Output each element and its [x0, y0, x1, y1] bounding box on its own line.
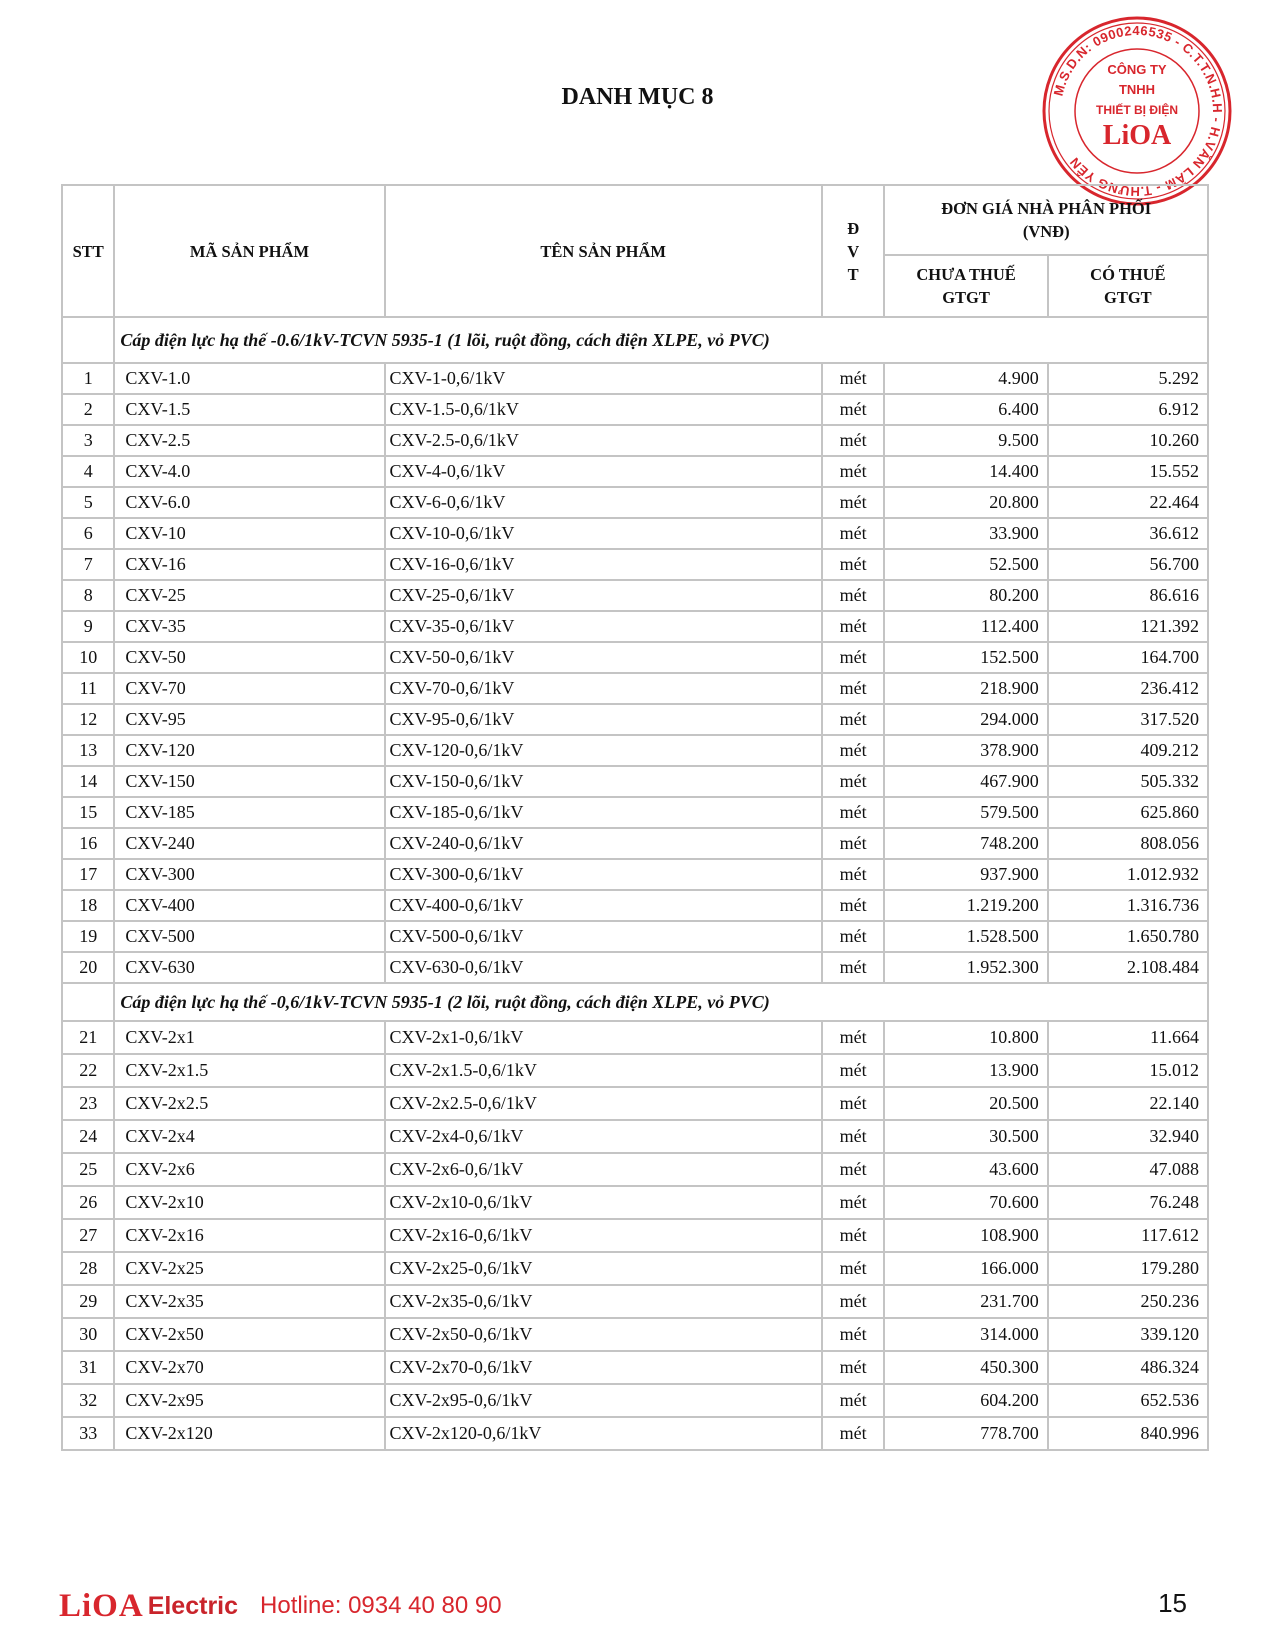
row-stt: 11: [62, 673, 114, 704]
row-stt: 2: [62, 394, 114, 425]
row-product-name: CXV-2x6-0,6/1kV: [385, 1153, 822, 1186]
row-price-excl-vat: 294.000: [884, 704, 1047, 735]
row-stt: 1: [62, 363, 114, 394]
row-stt: 31: [62, 1351, 114, 1384]
row-product-code: CXV-2x50: [114, 1318, 384, 1351]
table-row: [62, 1186, 1208, 1219]
row-price-excl-vat: 604.200: [884, 1384, 1047, 1417]
row-price-incl-vat: 179.280: [1048, 1252, 1208, 1285]
header-distributor-price: ĐƠN GIÁ NHÀ PHÂN PHỐI (VNĐ): [884, 185, 1208, 255]
row-product-code: CXV-120: [114, 735, 384, 766]
row-product-name: CXV-50-0,6/1kV: [385, 642, 822, 673]
row-stt: 6: [62, 518, 114, 549]
section-blank-cell: [62, 317, 114, 363]
row-product-code: CXV-2x4: [114, 1120, 384, 1153]
row-price-excl-vat: 152.500: [884, 642, 1047, 673]
row-product-code: CXV-1.0: [114, 363, 384, 394]
table-row: [62, 425, 1208, 456]
row-price-incl-vat: 47.088: [1048, 1153, 1208, 1186]
row-stt: 16: [62, 828, 114, 859]
row-unit: mét: [822, 580, 884, 611]
row-price-incl-vat: 1.012.932: [1048, 859, 1208, 890]
row-product-code: CXV-630: [114, 952, 384, 983]
row-unit: mét: [822, 487, 884, 518]
row-product-name: CXV-120-0,6/1kV: [385, 735, 822, 766]
row-price-incl-vat: 56.700: [1048, 549, 1208, 580]
row-unit: mét: [822, 1021, 884, 1054]
row-product-name: CXV-2x1.5-0,6/1kV: [385, 1054, 822, 1087]
row-product-name: CXV-1.5-0,6/1kV: [385, 394, 822, 425]
row-product-code: CXV-2x70: [114, 1351, 384, 1384]
row-price-incl-vat: 76.248: [1048, 1186, 1208, 1219]
row-price-incl-vat: 6.912: [1048, 394, 1208, 425]
section-header-row: [62, 983, 1208, 1021]
footer-branding: [59, 1586, 502, 1626]
row-price-incl-vat: 22.140: [1048, 1087, 1208, 1120]
row-price-incl-vat: 10.260: [1048, 425, 1208, 456]
row-stt: 33: [62, 1417, 114, 1450]
table-row: [62, 735, 1208, 766]
page-number: 15: [1158, 1588, 1187, 1618]
row-product-name: CXV-185-0,6/1kV: [385, 797, 822, 828]
row-unit: mét: [822, 425, 884, 456]
row-price-incl-vat: 1.316.736: [1048, 890, 1208, 921]
header-unit-line-3: T: [847, 264, 859, 284]
row-unit: mét: [822, 828, 884, 859]
row-product-code: CXV-2x16: [114, 1219, 384, 1252]
row-product-name: CXV-95-0,6/1kV: [385, 704, 822, 735]
row-unit: mét: [822, 611, 884, 642]
row-product-name: CXV-2x1-0,6/1kV: [385, 1021, 822, 1054]
row-unit: mét: [822, 673, 884, 704]
table-row: [62, 1285, 1208, 1318]
row-price-excl-vat: 231.700: [884, 1285, 1047, 1318]
row-stt: 32: [62, 1384, 114, 1417]
row-price-excl-vat: 20.800: [884, 487, 1047, 518]
row-price-excl-vat: 778.700: [884, 1417, 1047, 1450]
row-product-code: CXV-10: [114, 518, 384, 549]
row-product-code: CXV-35: [114, 611, 384, 642]
row-price-incl-vat: 15.552: [1048, 456, 1208, 487]
table-row: [62, 1252, 1208, 1285]
row-product-code: CXV-2x2.5: [114, 1087, 384, 1120]
header-stt: STT: [62, 185, 114, 317]
row-stt: 13: [62, 735, 114, 766]
row-price-incl-vat: 36.612: [1048, 518, 1208, 549]
row-price-excl-vat: 33.900: [884, 518, 1047, 549]
row-price-excl-vat: 1.952.300: [884, 952, 1047, 983]
header-unit-line-2: V: [847, 241, 860, 261]
section-blank-cell: [62, 983, 114, 1021]
row-unit: mét: [822, 1384, 884, 1417]
table-row: [62, 1384, 1208, 1417]
table-row: [62, 518, 1208, 549]
row-price-excl-vat: 314.000: [884, 1318, 1047, 1351]
row-price-incl-vat: 808.056: [1048, 828, 1208, 859]
stamp-brand: LiOA: [1102, 120, 1172, 151]
table-row: [62, 487, 1208, 518]
stamp-line-2: TNHH: [1118, 82, 1156, 97]
row-product-name: CXV-2x16-0,6/1kV: [385, 1219, 822, 1252]
row-product-code: CXV-2x1.5: [114, 1054, 384, 1087]
row-price-incl-vat: 486.324: [1048, 1351, 1208, 1384]
row-price-excl-vat: 80.200: [884, 580, 1047, 611]
table-row: [62, 766, 1208, 797]
table-row: [62, 1417, 1208, 1450]
header-price-incl-vat: CÓ THUẾ GTGT: [1048, 255, 1208, 317]
table-row: [62, 611, 1208, 642]
row-product-name: CXV-6-0,6/1kV: [385, 487, 822, 518]
row-product-name: CXV-630-0,6/1kV: [385, 952, 822, 983]
table-row: [62, 456, 1208, 487]
row-product-name: CXV-2.5-0,6/1kV: [385, 425, 822, 456]
row-price-incl-vat: 652.536: [1048, 1384, 1208, 1417]
row-price-excl-vat: 43.600: [884, 1153, 1047, 1186]
table-row: [62, 828, 1208, 859]
row-unit: mét: [822, 549, 884, 580]
lioa-logo: LiOA: [59, 1587, 144, 1624]
row-stt: 24: [62, 1120, 114, 1153]
header-unit-line-1: Đ: [847, 218, 860, 238]
row-product-name: CXV-2x70-0,6/1kV: [385, 1351, 822, 1384]
row-unit: mét: [822, 456, 884, 487]
table-row: [62, 952, 1208, 983]
row-product-code: CXV-2x35: [114, 1285, 384, 1318]
row-product-code: CXV-185: [114, 797, 384, 828]
row-price-incl-vat: 625.860: [1048, 797, 1208, 828]
row-stt: 28: [62, 1252, 114, 1285]
row-price-incl-vat: 164.700: [1048, 642, 1208, 673]
row-unit: mét: [822, 1120, 884, 1153]
row-unit: mét: [822, 1285, 884, 1318]
row-product-name: CXV-25-0,6/1kV: [385, 580, 822, 611]
row-product-code: CXV-50: [114, 642, 384, 673]
row-price-excl-vat: 467.900: [884, 766, 1047, 797]
table-row: [62, 363, 1208, 394]
row-price-incl-vat: 339.120: [1048, 1318, 1208, 1351]
row-price-incl-vat: 22.464: [1048, 487, 1208, 518]
row-product-code: CXV-400: [114, 890, 384, 921]
header-product-name: TÊN SẢN PHẨM: [385, 185, 822, 317]
row-unit: mét: [822, 704, 884, 735]
row-product-name: CXV-35-0,6/1kV: [385, 611, 822, 642]
row-unit: mét: [822, 1087, 884, 1120]
row-price-excl-vat: 20.500: [884, 1087, 1047, 1120]
row-price-excl-vat: 30.500: [884, 1120, 1047, 1153]
row-stt: 17: [62, 859, 114, 890]
price-table-body: [62, 317, 1208, 1450]
row-product-code: CXV-2x6: [114, 1153, 384, 1186]
row-price-excl-vat: 579.500: [884, 797, 1047, 828]
table-row: [62, 1021, 1208, 1054]
row-unit: mét: [822, 1252, 884, 1285]
page-title: DANH MỤC 8: [561, 84, 714, 110]
row-price-excl-vat: 1.219.200: [884, 890, 1047, 921]
row-price-excl-vat: 14.400: [884, 456, 1047, 487]
row-price-incl-vat: 86.616: [1048, 580, 1208, 611]
table-row: [62, 1219, 1208, 1252]
row-unit: mét: [822, 921, 884, 952]
row-unit: mét: [822, 735, 884, 766]
row-product-code: CXV-2x10: [114, 1186, 384, 1219]
row-price-excl-vat: 378.900: [884, 735, 1047, 766]
row-unit: mét: [822, 1054, 884, 1087]
row-unit: mét: [822, 797, 884, 828]
row-product-code: CXV-300: [114, 859, 384, 890]
row-product-code: CXV-6.0: [114, 487, 384, 518]
row-price-incl-vat: 32.940: [1048, 1120, 1208, 1153]
row-stt: 19: [62, 921, 114, 952]
row-product-code: CXV-2x120: [114, 1417, 384, 1450]
row-price-excl-vat: 6.400: [884, 394, 1047, 425]
stamp-line-1: CÔNG TY: [1107, 62, 1167, 77]
row-product-name: CXV-300-0,6/1kV: [385, 859, 822, 890]
row-price-excl-vat: 112.400: [884, 611, 1047, 642]
row-price-excl-vat: 1.528.500: [884, 921, 1047, 952]
row-stt: 9: [62, 611, 114, 642]
row-stt: 21: [62, 1021, 114, 1054]
row-price-excl-vat: 937.900: [884, 859, 1047, 890]
row-product-name: CXV-16-0,6/1kV: [385, 549, 822, 580]
row-product-code: CXV-70: [114, 673, 384, 704]
table-row: [62, 1351, 1208, 1384]
company-seal-stamp: [1040, 14, 1234, 208]
row-price-excl-vat: 218.900: [884, 673, 1047, 704]
row-price-incl-vat: 317.520: [1048, 704, 1208, 735]
row-product-code: CXV-95: [114, 704, 384, 735]
row-product-code: CXV-2x1: [114, 1021, 384, 1054]
table-row: [62, 890, 1208, 921]
row-price-incl-vat: 236.412: [1048, 673, 1208, 704]
row-product-code: CXV-240: [114, 828, 384, 859]
row-product-code: CXV-25: [114, 580, 384, 611]
table-row: [62, 704, 1208, 735]
row-product-name: CXV-2x4-0,6/1kV: [385, 1120, 822, 1153]
row-price-incl-vat: 2.108.484: [1048, 952, 1208, 983]
row-product-name: CXV-500-0,6/1kV: [385, 921, 822, 952]
row-price-excl-vat: 10.800: [884, 1021, 1047, 1054]
row-stt: 5: [62, 487, 114, 518]
row-product-name: CXV-2x50-0,6/1kV: [385, 1318, 822, 1351]
table-row: [62, 1318, 1208, 1351]
row-stt: 26: [62, 1186, 114, 1219]
row-product-name: CXV-70-0,6/1kV: [385, 673, 822, 704]
row-unit: mét: [822, 890, 884, 921]
row-product-name: CXV-2x95-0,6/1kV: [385, 1384, 822, 1417]
row-price-incl-vat: 1.650.780: [1048, 921, 1208, 952]
row-product-name: CXV-2x120-0,6/1kV: [385, 1417, 822, 1450]
row-product-name: CXV-2x10-0,6/1kV: [385, 1186, 822, 1219]
row-unit: mét: [822, 859, 884, 890]
header-unit: [822, 185, 884, 317]
header-product-code: MÃ SẢN PHẨM: [114, 185, 384, 317]
row-product-name: CXV-1-0,6/1kV: [385, 363, 822, 394]
row-stt: 10: [62, 642, 114, 673]
table-row: [62, 1153, 1208, 1186]
hotline-text: Hotline: 0934 40 80 90: [260, 1592, 502, 1619]
table-row: [62, 1120, 1208, 1153]
table-row: [62, 673, 1208, 704]
row-stt: 7: [62, 549, 114, 580]
row-stt: 8: [62, 580, 114, 611]
row-product-name: CXV-400-0,6/1kV: [385, 890, 822, 921]
row-product-code: CXV-2x95: [114, 1384, 384, 1417]
row-unit: mét: [822, 1219, 884, 1252]
row-stt: 20: [62, 952, 114, 983]
row-price-incl-vat: 117.612: [1048, 1219, 1208, 1252]
row-stt: 29: [62, 1285, 114, 1318]
row-product-name: CXV-4-0,6/1kV: [385, 456, 822, 487]
row-product-code: CXV-1.5: [114, 394, 384, 425]
row-price-excl-vat: 13.900: [884, 1054, 1047, 1087]
table-row: [62, 1054, 1208, 1087]
table-row: [62, 394, 1208, 425]
table-row: [62, 642, 1208, 673]
section-header-row: [62, 317, 1208, 363]
row-price-excl-vat: 166.000: [884, 1252, 1047, 1285]
row-stt: 23: [62, 1087, 114, 1120]
row-price-excl-vat: 4.900: [884, 363, 1047, 394]
section-title: Cáp điện lực hạ thế -0.6/1kV-TCVN 5935-1 (1 lõi, ruột đồng, cách điện XLPE, vỏ PVC): [114, 317, 1208, 363]
row-price-excl-vat: 108.900: [884, 1219, 1047, 1252]
row-product-name: CXV-10-0,6/1kV: [385, 518, 822, 549]
row-unit: mét: [822, 952, 884, 983]
row-stt: 30: [62, 1318, 114, 1351]
row-product-code: CXV-16: [114, 549, 384, 580]
row-unit: mét: [822, 1351, 884, 1384]
table-row: [62, 797, 1208, 828]
row-product-code: CXV-4.0: [114, 456, 384, 487]
row-product-name: CXV-2x35-0,6/1kV: [385, 1285, 822, 1318]
row-stt: 18: [62, 890, 114, 921]
row-price-excl-vat: 52.500: [884, 549, 1047, 580]
row-price-excl-vat: 748.200: [884, 828, 1047, 859]
row-stt: 12: [62, 704, 114, 735]
logo-electric-text: Electric: [147, 1591, 239, 1620]
row-stt: 3: [62, 425, 114, 456]
price-table: [61, 184, 1209, 1451]
row-unit: mét: [822, 1153, 884, 1186]
row-product-name: CXV-150-0,6/1kV: [385, 766, 822, 797]
table-row: [62, 580, 1208, 611]
row-unit: mét: [822, 518, 884, 549]
table-row: [62, 921, 1208, 952]
row-price-incl-vat: 505.332: [1048, 766, 1208, 797]
table-row: [62, 549, 1208, 580]
row-product-name: CXV-240-0,6/1kV: [385, 828, 822, 859]
row-unit: mét: [822, 363, 884, 394]
row-product-code: CXV-500: [114, 921, 384, 952]
row-stt: 27: [62, 1219, 114, 1252]
stamp-line-3: THIẾT BỊ ĐIỆN: [1095, 103, 1179, 117]
row-product-code: CXV-150: [114, 766, 384, 797]
row-product-name: CXV-2x25-0,6/1kV: [385, 1252, 822, 1285]
row-product-code: CXV-2.5: [114, 425, 384, 456]
stamp-ring-text: M.S.D.N: 0900246535 - C.T.T.N.H.H - H.VĂN LÂM - T.HƯNG YÊN: [1050, 22, 1226, 200]
row-stt: 25: [62, 1153, 114, 1186]
table-row: [62, 859, 1208, 890]
row-stt: 15: [62, 797, 114, 828]
row-price-incl-vat: 409.212: [1048, 735, 1208, 766]
row-price-incl-vat: 250.236: [1048, 1285, 1208, 1318]
row-price-incl-vat: 121.392: [1048, 611, 1208, 642]
row-unit: mét: [822, 1318, 884, 1351]
row-stt: 22: [62, 1054, 114, 1087]
row-price-incl-vat: 840.996: [1048, 1417, 1208, 1450]
row-product-code: CXV-2x25: [114, 1252, 384, 1285]
row-stt: 4: [62, 456, 114, 487]
row-price-incl-vat: 5.292: [1048, 363, 1208, 394]
row-unit: mét: [822, 642, 884, 673]
row-unit: mét: [822, 1186, 884, 1219]
row-unit: mét: [822, 766, 884, 797]
row-price-excl-vat: 450.300: [884, 1351, 1047, 1384]
row-unit: mét: [822, 1417, 884, 1450]
section-title: Cáp điện lực hạ thế -0,6/1kV-TCVN 5935-1 (2 lõi, ruột đồng, cách điện XLPE, vỏ PVC): [114, 983, 1208, 1021]
row-stt: 14: [62, 766, 114, 797]
row-unit: mét: [822, 394, 884, 425]
table-row: [62, 1087, 1208, 1120]
row-price-excl-vat: 70.600: [884, 1186, 1047, 1219]
row-price-incl-vat: 15.012: [1048, 1054, 1208, 1087]
header-price-excl-vat: CHƯA THUẾ GTGT: [884, 255, 1047, 317]
row-price-incl-vat: 11.664: [1048, 1021, 1208, 1054]
row-price-excl-vat: 9.500: [884, 425, 1047, 456]
row-product-name: CXV-2x2.5-0,6/1kV: [385, 1087, 822, 1120]
